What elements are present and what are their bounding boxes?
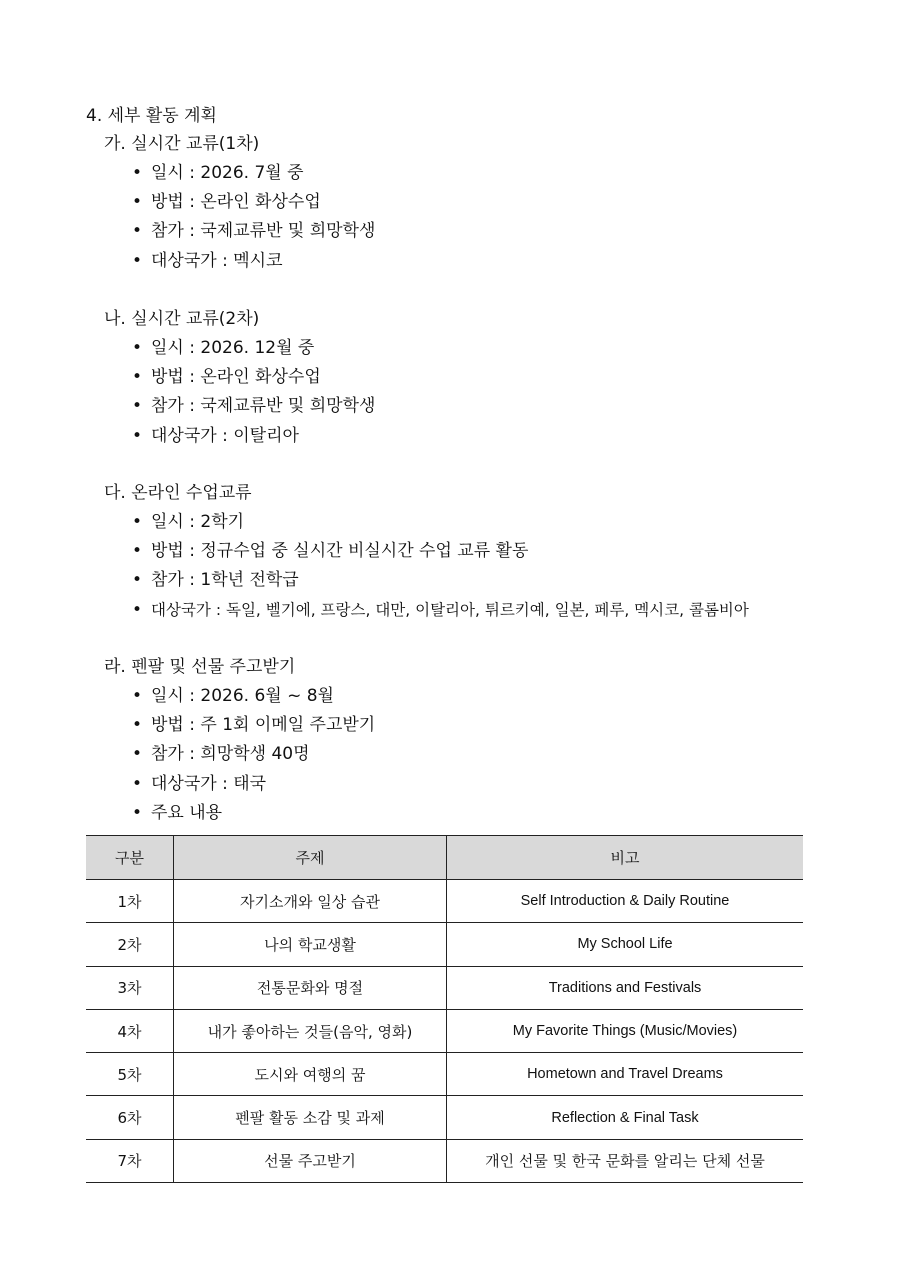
list-item: • 대상국가 : 멕시코 xyxy=(104,247,864,276)
subsection-title: 라. 펜팔 및 선물 주고받기 xyxy=(104,657,296,677)
list-item: • 일시 : 2026. 7월 중 xyxy=(104,159,864,188)
subsection-penpal xyxy=(104,653,864,828)
table-cell: My School Life xyxy=(447,923,804,966)
table-header-row xyxy=(86,836,803,880)
bullet-icon: • xyxy=(132,599,143,620)
list-item: • 참가 : 희망학생 40명 xyxy=(104,740,864,769)
subsection-title: 다. 온라인 수업교류 xyxy=(104,483,252,503)
table-cell: 자기소개와 일상 습관 xyxy=(174,880,447,923)
list-item: • 방법 : 주 1회 이메일 주고받기 xyxy=(104,711,864,740)
list-item: • 대상국가 : 독일, 벨기에, 프랑스, 대만, 이탈리아, 튀르키예, 일본, 페루, 멕시코, 콜롬비아 xyxy=(104,596,864,625)
column-header: 비고 xyxy=(447,836,804,880)
table-row xyxy=(86,966,803,1009)
table-cell: 개인 선물 및 한국 문화를 알리는 단체 선물 xyxy=(447,1139,804,1182)
bullet-icon: • xyxy=(132,396,143,417)
bullet-icon: • xyxy=(132,773,143,794)
table-cell: 2차 xyxy=(86,923,174,966)
list-item: • 참가 : 1학년 전학급 xyxy=(104,566,864,595)
table-cell: 나의 학교생활 xyxy=(174,923,447,966)
bullet-icon: • xyxy=(132,512,143,532)
table-row xyxy=(86,880,803,923)
list-item: • 방법 : 온라인 화상수업 xyxy=(104,363,864,392)
table-cell: 도시와 여행의 꿈 xyxy=(174,1053,447,1096)
table-cell: Reflection & Final Task xyxy=(447,1096,804,1139)
bullet-icon: • xyxy=(132,802,143,823)
table-row xyxy=(86,1096,803,1139)
list-item: • 일시 : 2026. 12월 중 xyxy=(104,334,864,363)
table-cell: 7차 xyxy=(86,1139,174,1182)
subsection-title: 가. 실시간 교류(1차) xyxy=(104,134,260,154)
item-list xyxy=(104,682,864,828)
bullet-icon: • xyxy=(132,570,143,591)
subsection-online-class xyxy=(104,479,864,625)
table-cell: 5차 xyxy=(86,1053,174,1096)
subsection-realtime-2 xyxy=(104,305,864,451)
list-item: • 일시 : 2학기 xyxy=(104,508,864,537)
penpal-schedule-table xyxy=(86,835,803,1183)
column-header: 주제 xyxy=(174,836,447,880)
item-list xyxy=(104,334,864,451)
table-row xyxy=(86,1053,803,1096)
bullet-icon: • xyxy=(132,250,143,271)
table-cell: 6차 xyxy=(86,1096,174,1139)
column-header: 구분 xyxy=(86,836,174,880)
subsection-realtime-1 xyxy=(104,130,864,276)
bullet-icon: • xyxy=(132,221,143,242)
section-title: 4. 세부 활동 계획 xyxy=(86,106,217,126)
table-cell: My Favorite Things (Music/Movies) xyxy=(447,1009,804,1052)
bullet-icon: • xyxy=(132,163,143,183)
bullet-icon: • xyxy=(132,715,143,736)
list-item: • 대상국가 : 이탈리아 xyxy=(104,422,864,451)
list-item: • 참가 : 국제교류반 및 희망학생 xyxy=(104,392,864,421)
list-item: • 일시 : 2026. 6월 ~ 8월 xyxy=(104,682,864,711)
table-cell: 내가 좋아하는 것들(음악, 영화) xyxy=(174,1009,447,1052)
bullet-icon: • xyxy=(132,425,143,446)
bullet-icon: • xyxy=(132,367,143,388)
bullet-icon: • xyxy=(132,541,143,562)
table-cell: 펜팔 활동 소감 및 과제 xyxy=(174,1096,447,1139)
item-list xyxy=(104,159,864,276)
bullet-icon: • xyxy=(132,744,143,765)
list-item: • 참가 : 국제교류반 및 희망학생 xyxy=(104,217,864,246)
bullet-icon: • xyxy=(132,338,143,358)
table-cell: 3차 xyxy=(86,966,174,1009)
table-cell: 4차 xyxy=(86,1009,174,1052)
subsection-title: 나. 실시간 교류(2차) xyxy=(104,309,260,329)
table-cell: 전통문화와 명절 xyxy=(174,966,447,1009)
table-cell: 1차 xyxy=(86,880,174,923)
table-cell: Hometown and Travel Dreams xyxy=(447,1053,804,1096)
list-item: • 방법 : 정규수업 중 실시간 비실시간 수업 교류 활동 xyxy=(104,537,864,566)
table-row xyxy=(86,1139,803,1182)
item-list xyxy=(104,508,864,625)
list-item: • 주요 내용 xyxy=(104,799,864,828)
table-cell: Traditions and Festivals xyxy=(447,966,804,1009)
table-row xyxy=(86,1009,803,1052)
bullet-icon: • xyxy=(132,192,143,213)
bullet-icon: • xyxy=(132,686,143,706)
list-item: • 대상국가 : 태국 xyxy=(104,770,864,799)
table-row xyxy=(86,923,803,966)
list-item: • 방법 : 온라인 화상수업 xyxy=(104,188,864,217)
table-cell: 선물 주고받기 xyxy=(174,1139,447,1182)
table-cell: Self Introduction & Daily Routine xyxy=(447,880,804,923)
